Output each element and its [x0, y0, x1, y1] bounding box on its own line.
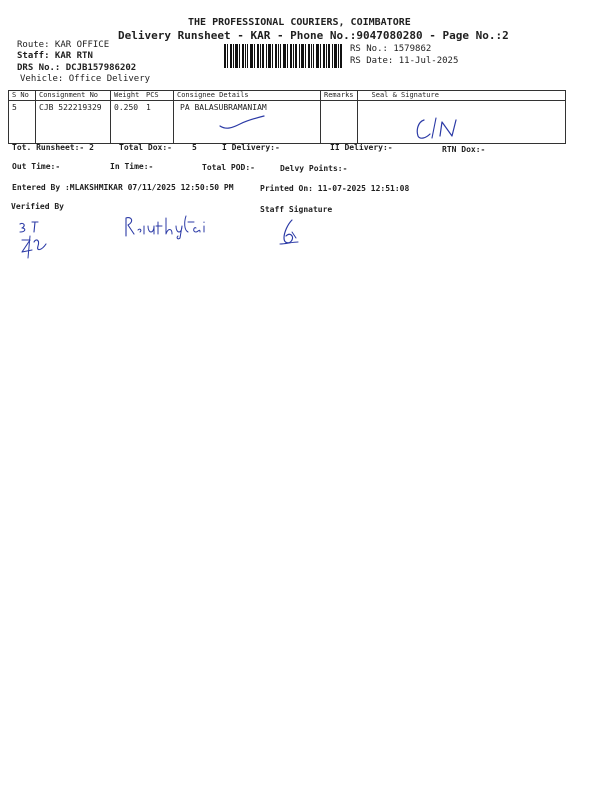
cell-consignment-no: CJB 522219329 [36, 101, 111, 144]
verified-by-label: Verified By [11, 202, 64, 211]
staff-signature-label: Staff Signature [260, 205, 333, 214]
runsheet-subtitle: Delivery Runsheet - KAR - Phone No.:9047080280 - Page No.:2 [118, 29, 509, 42]
cell-consignee: PA BALASUBRAMANIAM [174, 101, 321, 144]
total-dox-label: Total Dox:- [119, 143, 172, 152]
runsheet-table [8, 90, 566, 144]
printed-on-label: Printed On: 11-07-2025 12:51:08 [260, 184, 410, 193]
col-consignee-details: Consignee Details [174, 91, 321, 101]
tot-runsheet-label: Tot. Runsheet:- 2 [12, 143, 94, 152]
cell-remarks [321, 101, 358, 144]
table-row [9, 101, 566, 144]
cell-sno: 5 [9, 101, 36, 144]
rs-no-label: RS No.: 1579862 [350, 44, 432, 54]
total-dox-value: 5 [192, 143, 197, 152]
company-title: THE PROFESSIONAL COURIERS, COIMBATORE [188, 17, 411, 28]
drs-no-label: DRS No.: DCJB157986202 [17, 63, 137, 73]
i-delivery-label: I Delivery:- [222, 143, 280, 152]
staff-signature-mark [276, 218, 302, 250]
verifier-initials-signature [14, 218, 54, 260]
staff-label: Staff: KAR RTN [17, 51, 93, 61]
col-consignment-no: Consignment No [36, 91, 111, 101]
route-label: Route: KAR OFFICE [17, 40, 110, 50]
vehicle-label: Vehicle: Office Delivery [20, 74, 151, 84]
consignee-signature-mark [218, 114, 266, 132]
ii-delivery-label: II Delivery:- [330, 143, 393, 152]
in-time-label: In Time:- [110, 162, 154, 171]
entered-by-label: Entered By :MLAKSHMIKAR 07/11/2025 12:50:50 PM [12, 183, 234, 192]
delvy-points-label: Delvy Points:- [280, 164, 348, 173]
col-sno: S No [9, 91, 36, 101]
table-header-row [9, 91, 566, 101]
barcode-icon [224, 44, 342, 68]
col-pcs: PCS [143, 91, 174, 101]
out-time-label: Out Time:- [12, 162, 61, 171]
verifier-signature [122, 212, 214, 242]
col-seal-signature: Seal & Signature [357, 91, 565, 101]
cell-weight: 0.250 [111, 101, 144, 144]
rtn-dox-label: RTN Dox:- [442, 145, 486, 154]
seal-signature-mark [414, 116, 464, 142]
col-weight: Weight [111, 91, 144, 101]
rs-date-label: RS Date: 11-Jul-2025 [350, 56, 459, 66]
cell-pcs: 1 [143, 101, 174, 144]
total-pod-label: Total POD:- [202, 163, 255, 172]
col-remarks: Remarks [321, 91, 358, 101]
